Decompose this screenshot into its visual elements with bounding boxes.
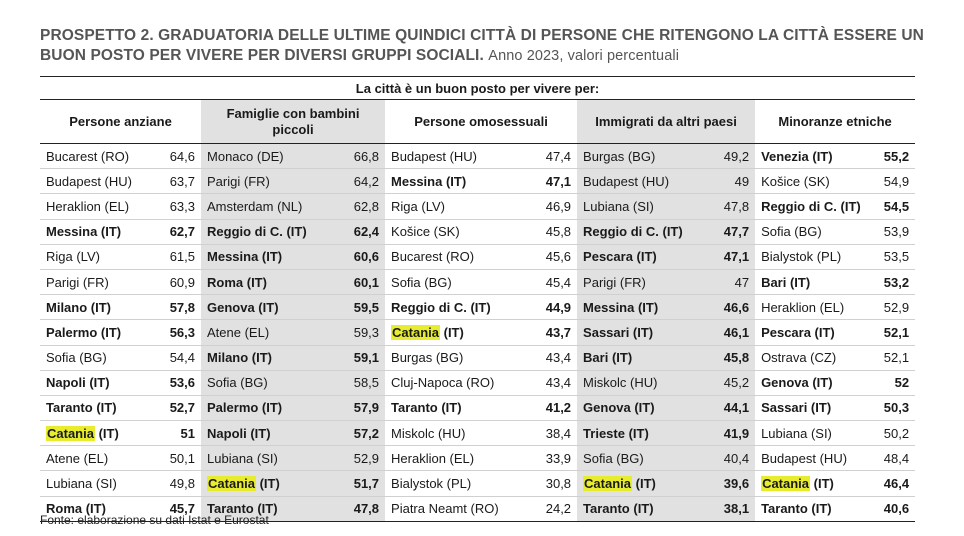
value-cell: 43,4 — [545, 350, 572, 366]
value-cell: 66,8 — [331, 144, 385, 169]
city-cell: Genova (IT) — [201, 295, 331, 320]
value-cell: 62,7 — [169, 224, 196, 240]
city-cell: Heraklion (EL) — [761, 299, 845, 315]
city-cell: Miskolc (HU) — [577, 370, 709, 395]
city-cell: Taranto (IT) — [577, 496, 709, 521]
city-cell: Sofia (BG) — [391, 274, 452, 290]
city-cell: Ostrava (CZ) — [761, 350, 837, 366]
table-row — [40, 244, 915, 269]
value-cell: 52,1 — [883, 324, 910, 340]
value-cell: 53,6 — [169, 375, 196, 391]
table-row — [40, 169, 915, 194]
value-cell: 33,9 — [545, 450, 572, 466]
table-body — [40, 144, 915, 522]
value-cell: 39,6 — [709, 471, 755, 496]
value-cell: 53,9 — [883, 224, 910, 240]
value-cell: 45,8 — [709, 345, 755, 370]
value-cell: 57,2 — [331, 421, 385, 446]
value-cell: 45,2 — [709, 370, 755, 395]
city-cell: Pescara (IT) — [761, 324, 835, 340]
value-cell: 62,4 — [331, 219, 385, 244]
value-cell: 52,1 — [883, 350, 910, 366]
value-cell: 49,8 — [169, 476, 196, 492]
value-cell: 46,9 — [545, 198, 572, 214]
city-cell — [755, 471, 875, 496]
value-cell: 54,4 — [169, 350, 196, 366]
city-cell: Miskolc (HU) — [391, 425, 466, 441]
city-cell: Riga (LV) — [46, 249, 100, 265]
value-cell: 47,7 — [709, 219, 755, 244]
table-row — [40, 345, 915, 370]
value-cell: 44,9 — [545, 299, 572, 315]
table-row — [40, 421, 915, 446]
value-cell: 59,1 — [331, 345, 385, 370]
city-cell: Lubiana (SI) — [761, 425, 832, 441]
table-row — [40, 194, 915, 219]
city-cell: Burgas (BG) — [391, 350, 464, 366]
city-cell: Budapest (HU) — [46, 173, 132, 189]
city-cell: Sofia (BG) — [201, 370, 331, 395]
city-suffix: (IT) — [632, 476, 656, 492]
city-cell: Bucarest (RO) — [46, 148, 130, 164]
super-header-label: La città è un buon posto per vivere per: — [355, 81, 600, 96]
value-cell: 45,4 — [545, 274, 572, 290]
value-cell: 59,5 — [331, 295, 385, 320]
value-cell: 64,6 — [169, 148, 196, 164]
city-cell: Palermo (IT) — [201, 395, 331, 420]
city-cell: Palermo (IT) — [46, 324, 122, 340]
value-cell: 63,3 — [169, 198, 196, 214]
value-cell: 47,8 — [709, 194, 755, 219]
value-cell: 49 — [709, 169, 755, 194]
super-header — [40, 77, 915, 100]
city-cell: Atene (EL) — [201, 320, 331, 345]
city-cell: Taranto (IT) — [391, 400, 462, 416]
value-cell: 38,4 — [545, 425, 572, 441]
value-cell: 53,2 — [883, 274, 910, 290]
city-cell: Pescara (IT) — [577, 244, 709, 269]
city-cell: Messina (IT) — [577, 295, 709, 320]
value-cell: 54,5 — [883, 198, 910, 214]
city-cell: Genova (IT) — [761, 375, 833, 391]
table-row — [40, 320, 915, 345]
city-cell: Taranto (IT) — [201, 496, 331, 521]
value-cell: 55,2 — [883, 148, 910, 164]
value-cell: 49,2 — [709, 144, 755, 169]
value-cell: 58,5 — [331, 370, 385, 395]
document-title — [40, 26, 940, 66]
value-cell: 47,8 — [331, 496, 385, 521]
city-cell: Roma (IT) — [46, 501, 106, 517]
city-cell: Parigi (FR) — [577, 269, 709, 294]
city-cell: Piatra Neamt (RO) — [391, 501, 499, 517]
value-cell: 60,1 — [331, 269, 385, 294]
value-cell: 41,2 — [545, 400, 572, 416]
table-row — [40, 370, 915, 395]
value-cell: 63,7 — [169, 173, 196, 189]
city-cell: Messina (IT) — [201, 244, 331, 269]
city-cell: Genova (IT) — [577, 395, 709, 420]
value-cell: 46,4 — [883, 476, 910, 492]
city-cell: Taranto (IT) — [761, 501, 832, 517]
value-cell: 56,3 — [169, 324, 196, 340]
city-cell: Sofia (BG) — [577, 446, 709, 471]
value-cell: 47,1 — [709, 244, 755, 269]
city-cell: Reggio di C. (IT) — [577, 219, 709, 244]
value-cell: 45,8 — [545, 224, 572, 240]
city-cell: Taranto (IT) — [46, 400, 117, 416]
column-header-0: Persone anziane — [40, 100, 201, 144]
city-cell: Budapest (HU) — [761, 450, 848, 466]
city-cell: Budapest (HU) — [391, 148, 478, 164]
column-header-3: Immigrati da altri paesi — [577, 100, 755, 144]
highlighted-city-name: Catania — [392, 324, 439, 340]
value-cell: 30,8 — [545, 476, 572, 492]
city-suffix: (IT) — [440, 324, 464, 340]
city-cell: Riga (LV) — [391, 198, 445, 214]
column-header-row — [40, 100, 915, 144]
city-cell: Parigi (FR) — [201, 169, 331, 194]
city-cell: Trieste (IT) — [577, 421, 709, 446]
city-cell — [40, 421, 151, 446]
value-cell: 52,9 — [883, 299, 910, 315]
city-cell: Budapest (HU) — [577, 169, 709, 194]
city-cell: Monaco (DE) — [201, 144, 331, 169]
city-cell: Lubiana (SI) — [577, 194, 709, 219]
source-note: Fonte: elaborazione su dati Istat e Eurostat — [40, 513, 269, 527]
city-cell: Sofia (BG) — [46, 350, 107, 366]
city-cell: Bari (IT) — [577, 345, 709, 370]
city-cell: Roma (IT) — [201, 269, 331, 294]
value-cell: 52,9 — [331, 446, 385, 471]
city-cell: Parigi (FR) — [46, 274, 109, 290]
city-cell: Reggio di C. (IT) — [201, 219, 331, 244]
value-cell: 62,8 — [331, 194, 385, 219]
city-suffix: (IT) — [94, 425, 119, 441]
city-cell: Reggio di C. (IT) — [761, 198, 861, 214]
value-cell: 46,6 — [709, 295, 755, 320]
table-row — [40, 144, 915, 169]
city-cell: Burgas (BG) — [577, 144, 709, 169]
value-cell: 38,1 — [709, 496, 755, 521]
table-row — [40, 269, 915, 294]
city-cell: Heraklion (EL) — [391, 450, 475, 466]
city-suffix: (IT) — [810, 476, 834, 492]
super-header-rule — [40, 99, 915, 100]
column-header-1: Famiglie con bambini piccoli — [201, 100, 385, 144]
city-suffix: (IT) — [255, 476, 280, 492]
value-cell: 50,3 — [883, 400, 910, 416]
title-subtitle-text: Anno 2023, valori percentuali — [488, 48, 680, 64]
city-cell: Heraklion (EL) — [46, 198, 130, 214]
city-cell: Reggio di C. (IT) — [391, 299, 491, 315]
value-cell: 24,2 — [545, 501, 572, 517]
value-cell: 47 — [709, 269, 755, 294]
city-cell: Sassari (IT) — [577, 320, 709, 345]
value-cell: 40,6 — [883, 501, 910, 517]
city-cell: Cluj-Napoca (RO) — [391, 375, 495, 391]
value-cell: 51 — [180, 425, 196, 441]
value-cell: 50,1 — [169, 450, 196, 466]
table-row — [40, 219, 915, 244]
value-cell: 60,6 — [331, 244, 385, 269]
value-cell: 41,9 — [709, 421, 755, 446]
value-cell: 52 — [894, 375, 910, 391]
city-cell: Lubiana (SI) — [46, 476, 117, 492]
value-cell: 47,4 — [545, 148, 572, 164]
value-cell: 51,7 — [331, 471, 385, 496]
highlighted-city-name: Catania — [762, 476, 810, 492]
value-cell: 50,2 — [883, 425, 910, 441]
city-cell: Bari (IT) — [761, 274, 811, 290]
value-cell: 57,9 — [331, 395, 385, 420]
column-header-4: Minoranze etniche — [755, 100, 915, 144]
city-cell: Messina (IT) — [46, 224, 122, 240]
value-cell: 57,8 — [169, 299, 196, 315]
city-cell: Milano (IT) — [46, 299, 111, 315]
value-cell: 45,7 — [169, 501, 196, 517]
table-row — [40, 471, 915, 496]
city-cell — [201, 471, 331, 496]
value-cell: 59,3 — [331, 320, 385, 345]
highlighted-city-name: Catania — [47, 425, 94, 441]
city-cell: Bialystok (PL) — [761, 249, 842, 265]
city-cell: Košice (SK) — [761, 173, 830, 189]
value-cell: 47,1 — [545, 173, 572, 189]
value-cell: 52,7 — [169, 400, 196, 416]
value-cell: 46,1 — [709, 320, 755, 345]
city-cell — [577, 471, 709, 496]
table-row — [40, 295, 915, 320]
value-cell: 53,5 — [883, 249, 910, 265]
city-cell: Bialystok (PL) — [391, 476, 472, 492]
ranking-table — [40, 100, 915, 522]
table-row — [40, 446, 915, 471]
value-cell: 44,1 — [709, 395, 755, 420]
city-cell — [385, 320, 525, 345]
ranking-table-container — [40, 76, 915, 522]
city-cell: Napoli (IT) — [201, 421, 331, 446]
city-cell: Košice (SK) — [391, 224, 460, 240]
value-cell: 64,2 — [331, 169, 385, 194]
city-cell: Atene (EL) — [46, 450, 109, 466]
city-cell: Amsterdam (NL) — [201, 194, 331, 219]
value-cell: 54,9 — [883, 173, 910, 189]
highlighted-city-name: Catania — [208, 476, 255, 492]
city-cell: Milano (IT) — [201, 345, 331, 370]
value-cell: 60,9 — [169, 274, 196, 290]
value-cell: 43,7 — [545, 324, 572, 340]
column-header-2: Persone omosessuali — [385, 100, 577, 144]
value-cell: 43,4 — [545, 375, 572, 391]
city-cell: Napoli (IT) — [46, 375, 110, 391]
highlighted-city-name: Catania — [584, 476, 632, 492]
value-cell: 40,4 — [709, 446, 755, 471]
value-cell: 45,6 — [545, 249, 572, 265]
title-bold-text: PROSPETTO 2. GRADUATORIA DELLE ULTIME QUINDICI CITTÀ DI PERSONE CHE RITENGONO LA CITTÀ ESSERE UN BUON POSTO PER VIVERE PER DIVERSI GRUPPI SOCIALI. — [40, 27, 924, 64]
value-cell: 48,4 — [883, 450, 910, 466]
city-cell: Messina (IT) — [391, 173, 467, 189]
city-cell: Bucarest (RO) — [391, 249, 475, 265]
city-cell: Sassari (IT) — [761, 400, 832, 416]
city-cell: Venezia (IT) — [761, 148, 833, 164]
city-cell: Lubiana (SI) — [201, 446, 331, 471]
table-row — [40, 395, 915, 420]
city-cell: Sofia (BG) — [761, 224, 822, 240]
value-cell: 61,5 — [169, 249, 196, 265]
